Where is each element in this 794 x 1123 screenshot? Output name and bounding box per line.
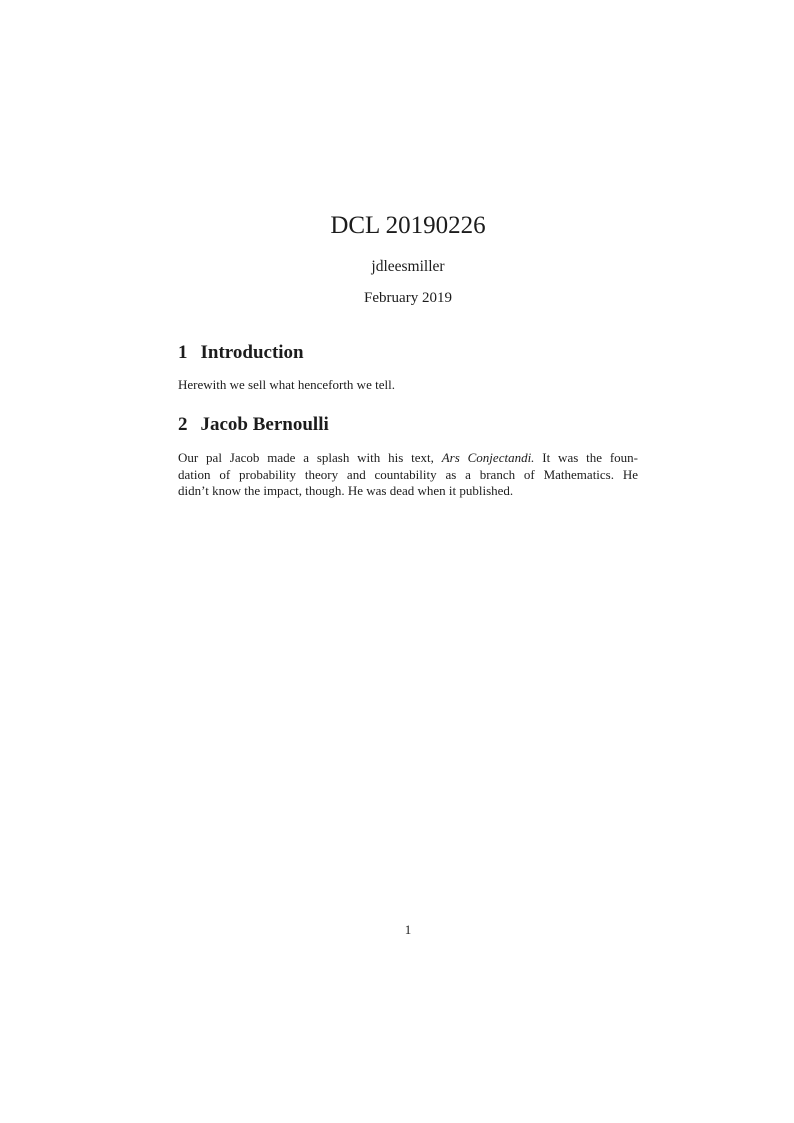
section-title: Jacob Bernoulli <box>200 414 329 436</box>
italic-book-title: Ars Conjectandi. <box>441 450 535 466</box>
line-1-text-pre: Our pal Jacob made a splash with his text, <box>178 450 442 466</box>
section-heading-jacob-bernoulli <box>178 413 638 436</box>
paragraph-line-3: didn’t know the impact, though. He was dead when it published. <box>178 482 514 498</box>
paragraph-line-2: dation of probability theory and countability as a branch of Mathematics. He <box>178 466 638 482</box>
section-heading-introduction <box>178 341 638 364</box>
paragraph-line-1 <box>178 450 638 466</box>
section-number: 2 <box>178 414 188 436</box>
section-number: 1 <box>178 342 188 363</box>
page-number: 1 <box>404 922 412 938</box>
section-jacob-bernoulli-paragraph <box>178 450 638 499</box>
section-title: Introduction <box>200 342 304 363</box>
text-column <box>178 212 638 938</box>
document-date: February 2019 <box>364 290 452 306</box>
document-title: DCL 20190226 <box>330 212 486 239</box>
line-1-text-post: It was the foun- <box>534 450 639 466</box>
document-author: jdleesmiller <box>371 258 445 275</box>
section-introduction-paragraph: Herewith we sell what henceforth we tell. <box>178 377 395 392</box>
